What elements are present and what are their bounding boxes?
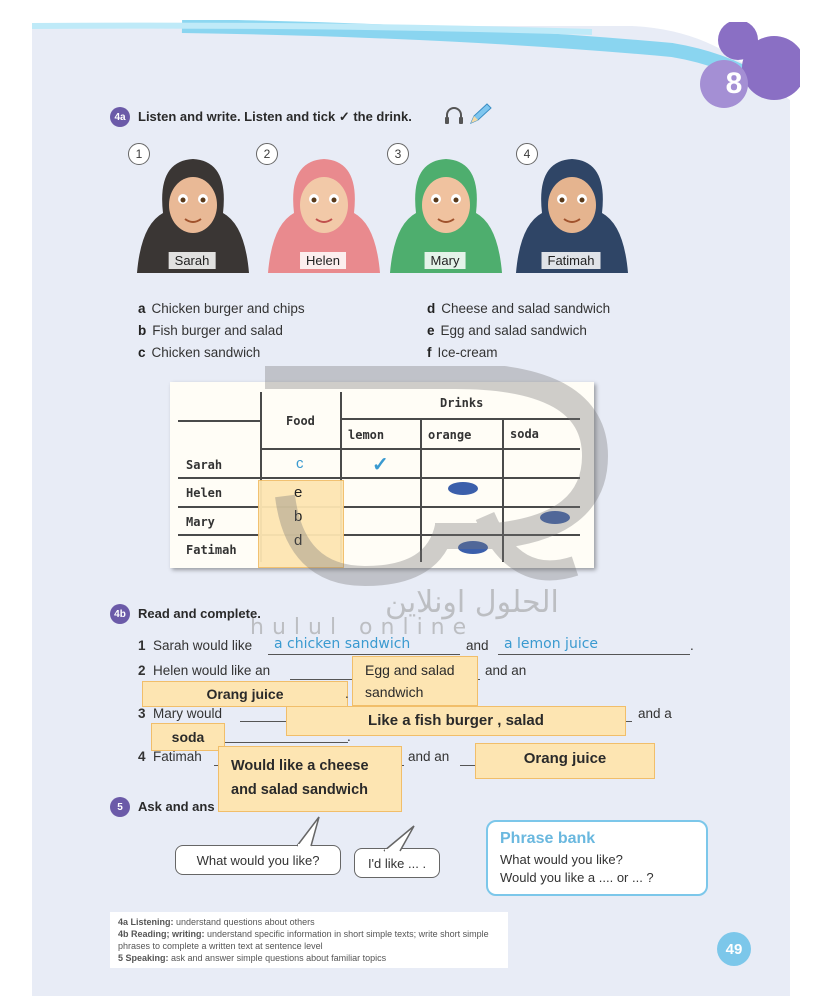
person-number-3: 3 bbox=[387, 143, 409, 165]
objective-listening: 4a Listening: understand questions about others bbox=[118, 917, 315, 927]
s4-and-an: and an bbox=[408, 749, 450, 764]
headphones-icon bbox=[443, 104, 465, 126]
food-item-e: e Egg and salad sandwich bbox=[427, 323, 587, 338]
table-row-helen: Helen bbox=[186, 486, 223, 500]
s1-blank-2 bbox=[498, 654, 690, 655]
watermark-arabic: الحلول اونلاين bbox=[385, 585, 559, 620]
s2-and-an: and an bbox=[485, 663, 527, 678]
name-label-sarah: Sarah bbox=[169, 252, 216, 269]
table-fatimah-food: d bbox=[294, 532, 303, 549]
s1-and: and bbox=[466, 638, 489, 653]
s2: 2 Helen would like an bbox=[138, 663, 271, 678]
person-mary bbox=[386, 155, 504, 273]
speech-bubble-1: What would you like? bbox=[175, 845, 341, 875]
learning-objectives bbox=[110, 912, 508, 968]
objective-speaking: 5 Speaking: ask and answer simple questions about familiar topics bbox=[118, 953, 387, 963]
speech-bubble-2-tail bbox=[382, 824, 416, 852]
s3-end: . bbox=[347, 729, 351, 744]
s1: 1 Sarah would like bbox=[138, 638, 253, 653]
page-number: 49 bbox=[717, 932, 751, 966]
s1-answer-2[interactable]: a lemon juice bbox=[504, 636, 599, 652]
s3-answer-box[interactable]: Like a fish burger , salad bbox=[286, 706, 626, 736]
s3: 3 Mary would bbox=[138, 706, 223, 721]
section-4a-badge: 4a bbox=[110, 107, 130, 127]
table-mary-food: b bbox=[294, 508, 303, 525]
s4-second-box[interactable]: Orang juice bbox=[475, 743, 655, 779]
food-item-f: f Ice-cream bbox=[427, 345, 498, 360]
tick-icon: ✓ bbox=[372, 454, 389, 476]
table-sarah-food: c bbox=[296, 455, 304, 472]
s1-answer-1[interactable]: a chicken sandwich bbox=[274, 636, 411, 652]
section-4b-instruction: Read and complete. bbox=[138, 606, 261, 621]
person-helen bbox=[264, 155, 382, 273]
s3-second-box[interactable]: soda bbox=[151, 723, 225, 751]
table-helen-food: e bbox=[294, 484, 303, 501]
unit-number: 8 bbox=[725, 67, 743, 100]
person-fatimah bbox=[512, 155, 630, 273]
name-label-fatimah: Fatimah bbox=[542, 252, 601, 269]
speech-bubble-2: I'd like ... . bbox=[354, 848, 440, 878]
food-item-c: c Chicken sandwich bbox=[138, 345, 261, 360]
pencil-icon bbox=[468, 102, 494, 126]
section-5-instruction: Ask and ans bbox=[138, 799, 215, 814]
section-4a-instruction: Listen and write. Listen and tick ✓ the drink. bbox=[138, 109, 412, 124]
table-food-header: Food bbox=[286, 414, 315, 428]
s2-answer-box[interactable]: Egg and salad sandwich bbox=[352, 656, 478, 706]
table-col-soda: soda bbox=[510, 427, 539, 441]
s2-second-box[interactable]: Orang juice bbox=[142, 681, 348, 707]
person-number-2: 2 bbox=[256, 143, 278, 165]
name-label-helen: Helen bbox=[300, 252, 346, 269]
s4: 4 Fatimah bbox=[138, 749, 202, 764]
objective-reading: 4b Reading; writing: understand specific information in short simple texts; write short simple phrases to complete a written text at sentence level bbox=[118, 929, 489, 951]
section-5-badge: 5 bbox=[110, 797, 130, 817]
s1-end: . bbox=[690, 638, 694, 653]
table-row-mary: Mary bbox=[186, 515, 215, 529]
table-col-lemon: lemon bbox=[348, 428, 385, 442]
watermark-latin: hulul online bbox=[250, 615, 475, 640]
phrase-bank-line-1: What would you like? bbox=[500, 852, 623, 867]
person-number-1: 1 bbox=[128, 143, 150, 165]
s3-and-a: and a bbox=[638, 706, 672, 721]
phrase-bank-title: Phrase bank bbox=[500, 830, 596, 847]
food-item-d: d Cheese and salad sandwich bbox=[427, 301, 611, 316]
name-label-mary: Mary bbox=[425, 252, 466, 269]
section-4b-badge: 4b bbox=[110, 604, 130, 624]
table-row-fatimah: Fatimah bbox=[186, 543, 237, 557]
s4-answer-box[interactable]: Would like a cheese and salad sandwich bbox=[218, 746, 402, 812]
person-number-4: 4 bbox=[516, 143, 538, 165]
food-item-b: b Fish burger and salad bbox=[138, 323, 283, 338]
header-wave bbox=[32, 20, 790, 100]
table-row-sarah: Sarah bbox=[186, 458, 223, 472]
table-col-orange: orange bbox=[428, 428, 472, 442]
s1-blank-1 bbox=[268, 654, 460, 655]
speech-bubble-1-tail bbox=[295, 815, 325, 847]
table-drinks-header: Drinks bbox=[440, 396, 484, 410]
food-item-a: a Chicken burger and chips bbox=[138, 301, 305, 316]
person-sarah bbox=[133, 155, 251, 273]
s2-end: . bbox=[345, 686, 349, 701]
phrase-bank bbox=[486, 820, 708, 896]
phrase-bank-line-2: Would you like a .... or ... ? bbox=[500, 870, 654, 885]
